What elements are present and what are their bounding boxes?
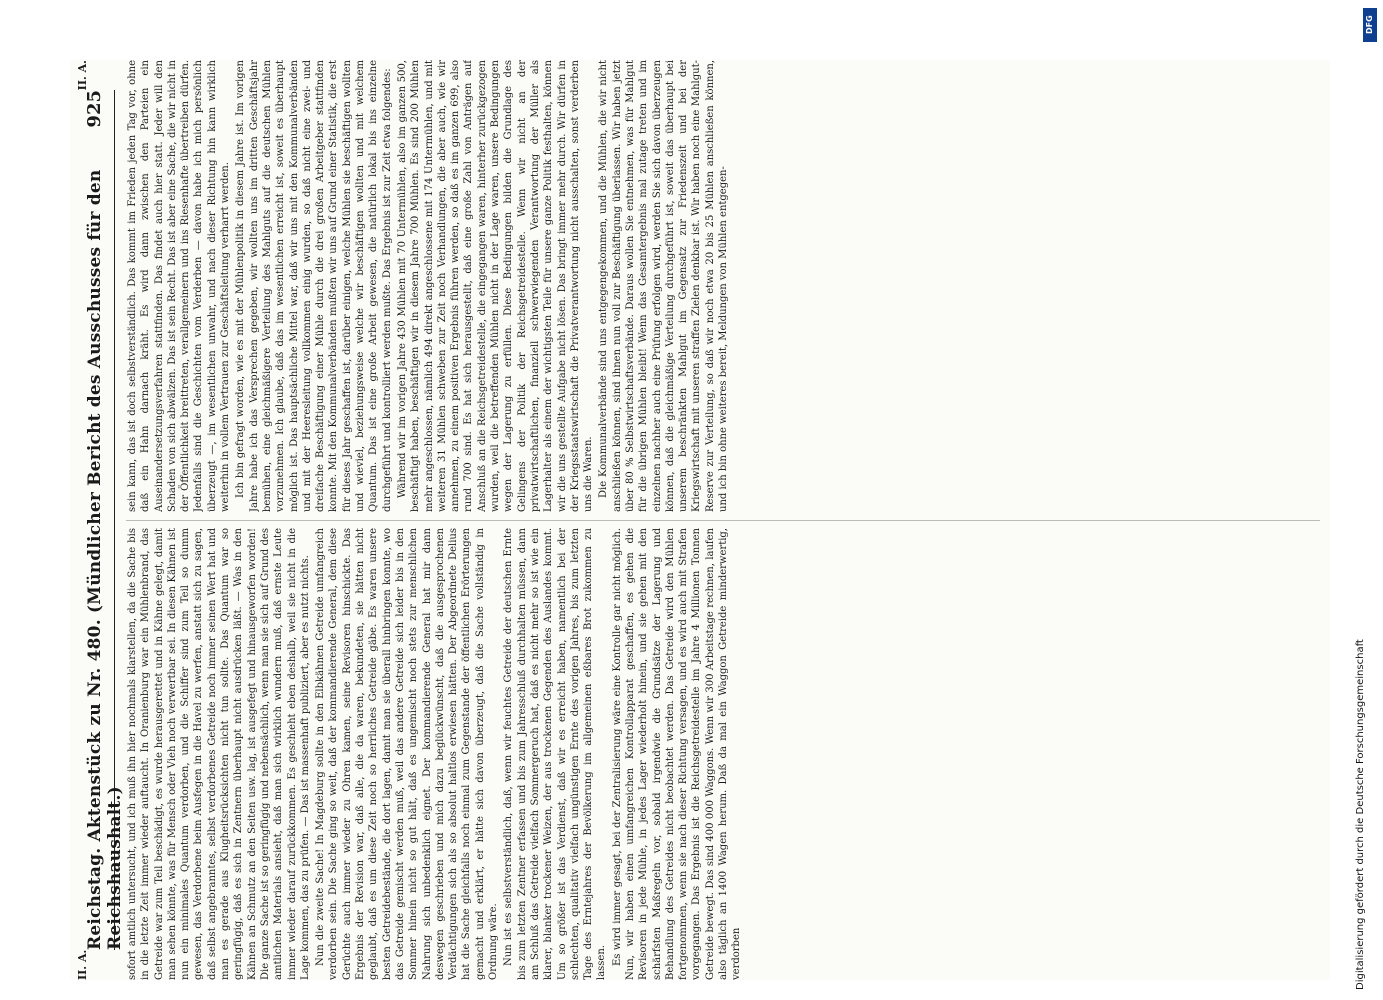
paragraph: Ich bin gefragt worden, wie es mit der Mühlenpolitik in diesem Jahre ist. Im vorigen Jahre habe ich das Versprechen gegeben, wir wollten uns im dritten Geschäftsjahr bemühen, eine gleichmäßigere Verteilung des Mahlguts auf die deutschen Mühlen vorzunehmen. Ich glaube, daß das im wesentlichen erreicht ist, soweit es überhaupt möglich ist. Das hauptsächliche Mittel war, daß wir uns mit den Kommunalverbänden und mit der Heeresleitung vollkommen einig wurden, so daß nicht eine zwei- und dreifache Beschäftigung einer Mühle durch die drei großen Arbeitgeber stattfinden konnte. Mit den Kommunalverbänden mußten wir uns auf Grund einer Statistik, die erst für dieses Jahr geschaffen ist, darüber einigen, welche Mühlen sie beschäftigen wollten und wieviel, beziehungsweise welche wir beschäftigen wollten und mit welchem Quantum. Das ist eine große Arbeit gewesen, die natürlich lokal bis ins einzelne durchgeführt und kontrolliert werden mußte. Das Ergebnis ist zur Zeit etwa folgendes:: [235, 60, 393, 512]
document-page: [70, 60, 1330, 980]
paragraph: sein kann, das ist doch selbstverständlich. Das kommt im Frieden jeden Tag vor, ohne daß ein Hahn darnach kräht. Es wird dann zwischen den Parteien ein Auseinandersetzungsverfahren stattfinden. Das findet auch hier statt. Jeder will den Schaden von sich abwälzen. Das ist sein Recht. Das ist aber eine Sache, die wir nicht in der Öffentlichkeit breittreten, verallgemeinern und ins Riesenhafte übertreiben dürfen. Jedenfalls sind die Geschichten vom Verderben — davon habe ich mich persönlich überzeugt —, im wesentlichen unwahr, und nach dieser Richtung hin kann wirklich weiterhin in vollem Vertrauen zur Geschäftsleitung verharrt werden.: [127, 60, 232, 512]
side-tag-right: II. A.: [76, 60, 89, 91]
dfg-logo-icon: DFG: [1363, 8, 1377, 42]
left-column: [126, 528, 1330, 980]
paragraph: Nun ist es selbstverständlich, daß, wenn wir feuchtes Getreide der deutschen Ernte bis zum letzten Zentner erfassen und bis zum Jahresschluß durchhalten müssen, dann am Schluß das Getreide vielfach Sommergeruch hat, daß es nicht mehr so ist wie ein klarer, blanker trockener Weizen, der aus trockenen Gegenden des Auslandes kommt. Um so größer ist das Verdienst, daß wir es erreicht haben, namentlich bei der schlechten, qualitativ vielfach ungünstigen Ernte des vorigen Jahres, bis zum letzten Tage des Erntejahres der Bevölkerung im allgemeinen eßbares Brot zukommen zu lassen.: [503, 528, 608, 980]
running-head: Reichstag. Aktenstück zu Nr. 480. (Mündlicher Bericht des Ausschusses für den Reichshaushalt.): [85, 169, 125, 950]
right-column: [126, 60, 1330, 512]
side-tag-left: II. A.: [76, 949, 89, 980]
page-number: 925: [84, 90, 105, 128]
column-divider: [126, 520, 1320, 521]
paragraph: Es wird immer gesagt, bei der Zentralisierung wäre eine Kontrolle gar nicht möglich. Nun, wir haben einen umfangreichen Kontrollapparat geschaffen, es gehen die Revisoren in jede Mühle, in jedes Lager wiederholt hinein, und sie gehen mit den schärfsten Maßregeln vor, sobald irgendwie die Grundsätze der Lagerung und Behandlung des Getreides nicht beobachtet werden. Das Getreide wird den Mühlen fortgenommen, wenn sie nach dieser Richtung versagen, und es wird auch mit Strafen vorgegangen. Das Ergebnis ist die Reichsgetreidestelle im Jahre 4 Millionen Tonnen Getreide bewegt. Das sind 400 000 Waggons. Wenn wir 300 Arbeitstage rechnen, laufen also täglich an 1400 Wagen herum. Daß da mal ein Waggon Getreide minderwertig, verdorben: [611, 528, 743, 980]
digitization-note: [1351, 10, 1377, 990]
rotated-page: [70, 60, 1330, 980]
paragraph: sofort amtlich untersucht, und ich muß ihn hier nochmals klarstellen, da die Sache bis in die letzte Zeit immer wieder auftaucht. In Oranienburg war ein Mühlenbrand, das Getreide war zum Teil beschädigt, es wurde herausgerettet und in Kähne gelegt, damit man sehen könnte, was für Mensch oder Vieh noch verwertbar sei. In diesen Kähnen ist nun ein minimales Quantum verdorben, und die Schiffer sind zum Teil so dumm gewesen, das Verdorbene beim Ausfegen in die Havel zu werfen, anstatt sich zu sagen, daß selbst angebranntes, selbst verdorbenes Getreide noch immer seinen Wert hat und man es gerade aus Klugheitsrücksichten nicht tun sollte. Das Quantum war so geringfügig, daß es sich in Zentnern überhaupt nicht ausdrücken läßt. — Was in den Kähnen an Schmutz an den Seiten usw. lag, ist ausgefegt und hinausgeworfen worden! Die ganze Sache ist so geringfügig und nebensächlich, wenn man sie sich auf Grund des amtlichen Materials ansieht, daß man sich wirklich wundern muß, daß ernste Leute immer wieder darauf zurückkommen. Es geschieht eben deshalb, weil sie nicht in die Lage kommen, das zu prüfen. — Das ist massenhaft publiziert, aber es nutzt nichts.: [127, 528, 311, 980]
paragraph: Nun die zweite Sache! In Magdeburg sollte in den Elbkähnen Getreide umfangreich verdorben sein. Die Sache ging so weit, daß der kommandierende General, dem diese Gerüchte auch immer wieder zu Ohren kamen, seine Revisoren hinschickte. Das Ergebnis der Revision war, daß alle, die da waren, bekundeten, sie hätten nicht geglaubt, daß es um diese Zeit noch so herrliches Getreide gäbe. Es waren unsere besten Getreidebestände, die dort lagen, damit man sie überall hinbringen konnte, wo das Getreide gemischt werden muß, weil das andere Getreide sich leider bis in den Sommer hinein nicht so gut hält, daß es ungemischt noch stets zur menschlichen Nahrung sich unbedenklich eignet. Der kommandierende General hat mir dann deswegen geschrieben und mich dazu beglückwünscht, daß die ausgesprochenen Verdächtigungen sich als so absolut haltlos erwiesen hätten. Der Abgeordnete Delius hat die Sache gleichfalls noch einmal zum Gegenstande der öffentlichen Erörterungen gemacht und erklärt, er hätte sich davon überzeugt, daß die Sache vollständig in Ordnung wäre.: [315, 528, 500, 980]
page-header: [84, 90, 125, 950]
digitization-text: Digitalisierung gefördert durch die Deutsche Forschungsgemeinschaft: [1355, 639, 1366, 990]
paragraph: Die Kommunalverbände sind uns entgegengekommen, und die Mühlen, die wir nicht anschließen können, sind ihnen nun voll zur Beschäftigung überlassen. Wir haben jetzt über 80 % Selbstwirtschaftsverbände. Daraus wollen Sie entnehmen, was für Mahlgut für die übrigen Mühlen bleibt! Wenn das Gesamtergebnis mal zutage treten und im einzelnen nachher auch eine Prüfung erfolgen wird, werden Sie sich davon überzeugen können, daß die gleichmäßige Verteilung durchgeführt ist, soweit das überhaupt bei unserem beschränkten Mahlgut im Gegensatz zur Friedenszeit und bei der Kriegswirtschaft mit unseren straffen Zielen denkbar ist. Wir haben noch eine Mahlgut-Reserve zur Verteilung, so daß wir noch etwa 20 bis 25 Mühlen anschließen können, und ich bin ohne weiteres bereit, Meldungen von Mühlen entgegen-: [598, 60, 730, 512]
paragraph: Während wir im vorigen Jahre 430 Mühlen mit 70 Untermühlen, also im ganzen 500, beschäftigt haben, beschäftigen wir in diesem Jahre 700 Mühlen. Es sind 200 Mühlen mehr angeschlossen, nämlich 494 direkt angeschlossene mit 174 Untermühlen, und mit weiteren 31 Mühlen schweben zur Zeit noch Verhandlungen, die aber auch, wie wir annehmen, zu einem positiven Ergebnis führen werden, so daß es im ganzen 699, also rund 700 sind. Es hat sich herausgestellt, daß eine große Zahl von Anträgen auf Anschluß an die Reichsgetreidestelle, die eingegangen waren, hinterher zurückgezogen wurden, weil die betreffenden Mühlen nicht in der Lage waren, unsere Bedingungen wegen der Lagerung zu erfüllen. Diese Bedingungen bilden die Grundlage des Gelingens der Politik der Reichsgetreidestelle. Wenn wir nicht an der privatwirtschaftlichen, finanziell schwerwiegenden Verantwortung der Müller als Lagerhalter als einem der wichtigsten Teile für unsere ganze Politik festhalten, können wir die uns gestellte Aufgabe nicht lösen. Das bringt immer mehr durch. Wir dürfen in der Kriegsstaatswirtschaft die Privatverantwortung nicht ausschalten, sonst verderben uns die Waren.: [396, 60, 595, 512]
